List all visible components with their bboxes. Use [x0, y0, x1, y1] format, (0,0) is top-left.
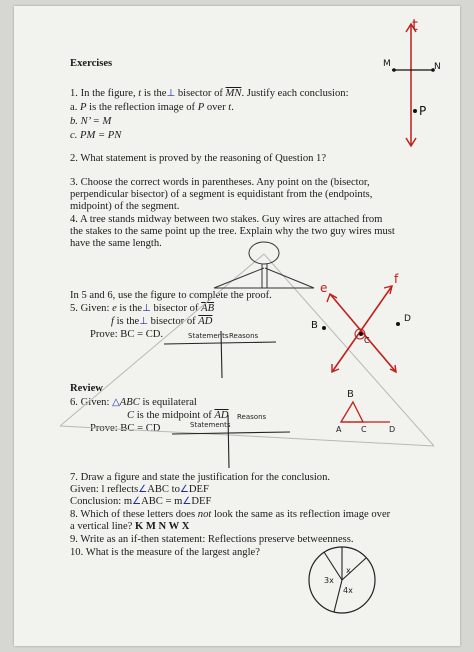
label-3x: 3x — [324, 576, 334, 585]
exercises-heading: Exercises — [70, 58, 113, 69]
point-p — [413, 109, 417, 113]
question-6-prove: Prove: BC = CD — [90, 423, 161, 434]
point-d — [396, 322, 400, 326]
perpendicular-symbol-handwritten: ⊥ — [166, 88, 176, 99]
q1-text-a: 1. In the figure, — [70, 88, 139, 99]
instructions-5-6: In 5 and 6, use the figure to complete the proof. — [70, 290, 272, 301]
label-b: B — [311, 320, 318, 331]
q8-letters: K M N W X — [135, 521, 190, 532]
worksheet-page — [14, 6, 460, 646]
q6-given-label: 6. Given: — [70, 397, 113, 408]
point-a — [359, 332, 363, 336]
label-n: N — [434, 62, 441, 72]
q5-text-d: bisector of — [147, 316, 199, 327]
figure-4-angle-circle — [309, 547, 375, 613]
q1a-var-p: P — [80, 102, 87, 113]
q6-text-b: is the midpoint of — [134, 410, 215, 421]
q5-text-a: is the — [116, 303, 143, 314]
label-c: C — [364, 336, 370, 345]
point-m — [392, 68, 396, 72]
point-b — [322, 326, 326, 330]
label-reasons-q6: Reasons — [237, 413, 267, 421]
figure-1-perpendicular-bisector — [392, 24, 435, 146]
q7-given-text: Given: l reflects — [70, 484, 139, 495]
question-1b: b. N’ = M — [70, 116, 112, 127]
q5-segment-ab: $\overline{AB}$ — [201, 303, 215, 314]
q1a-end: . — [231, 102, 234, 113]
label-d-tri: D — [389, 425, 396, 434]
q1-text-b: is the — [141, 88, 167, 99]
q5-var-e: e — [112, 303, 117, 314]
q1a-var-p2: P — [197, 102, 205, 113]
q6-segment-ad: $\overline{AD}$ — [214, 410, 229, 421]
q7-def: DEF — [188, 484, 209, 495]
question-9: 9. Write as an if-then statement: Reflections preserve betweenness. — [70, 534, 354, 545]
q7-abc-eq: ABC = m — [141, 496, 183, 507]
label-reasons-q5: Reasons — [229, 332, 259, 340]
question-2: 2. What statement is proved by the reasoning of Question 1? — [70, 153, 327, 164]
q7-conclusion-text: Conclusion: m — [70, 496, 133, 507]
q5-segment-ad: $\overline{AD}$ — [198, 316, 213, 327]
label-e: e — [320, 281, 328, 295]
q1-segment-mn: $\overline{MN}$ — [225, 88, 242, 99]
q1-var-t: t — [138, 88, 142, 99]
q8-text-b: look the same as its reflection image over — [211, 509, 391, 520]
label-statements-q5: Statements — [188, 332, 229, 340]
question-3-line-2: perpendicular bisector) of a segment is equidistant from the (endpoints, — [70, 189, 373, 200]
q8-not: not — [197, 509, 212, 520]
question-4-line-3: have the same length. — [70, 238, 162, 249]
label-b-tri: B — [347, 389, 354, 400]
label-statements-q6: Statements — [190, 421, 231, 429]
q7-abc-to: ABC to — [147, 484, 180, 495]
label-p: P — [419, 104, 427, 118]
perpendicular-symbol-handwritten: ⊥ — [139, 316, 148, 327]
question-5-prove: Prove: BC = CD. — [90, 329, 164, 340]
radius — [334, 580, 342, 612]
q5-text-b: bisector of — [150, 303, 202, 314]
perpendicular-symbol-handwritten: ⊥ — [142, 303, 151, 314]
q1a-over: over — [204, 102, 229, 113]
question-3-line-1: 3. Choose the correct words in parentheses. Any point on the (bisector, — [70, 177, 370, 188]
q1a-text: is the reflection image of — [86, 102, 198, 113]
angle-symbol-handwritten: ∠ — [138, 484, 148, 495]
question-10: 10. What is the measure of the largest angle? — [70, 547, 260, 558]
q5-given-label: 5. Given: — [70, 303, 113, 314]
tree-sketch — [214, 242, 314, 288]
label-x: x — [346, 566, 351, 575]
q8-text-a: 8. Which of these letters does — [70, 509, 198, 520]
figure-2-bisectors-e-f — [322, 286, 400, 372]
label-d: D — [404, 314, 411, 324]
q1-text-d: . Justify each conclusion: — [241, 88, 349, 99]
label-4x: 4x — [343, 586, 353, 595]
triangle-abc — [341, 402, 363, 422]
q8-text-c: a vertical line? — [70, 521, 135, 532]
q7-def-end: DEF — [191, 496, 212, 507]
label-m: M — [383, 59, 391, 69]
q6-var-c: C — [127, 410, 135, 421]
angle-symbol-handwritten: ∠ — [132, 496, 142, 507]
angle-symbol-handwritten: ∠ — [182, 496, 192, 507]
q6-triangle-abc: ABC — [119, 397, 140, 408]
angle-symbol-handwritten: ∠ — [179, 484, 189, 495]
label-f: f — [394, 272, 399, 286]
label-a-tri: A — [336, 425, 342, 434]
question-1c: c. PM = PN — [70, 130, 122, 141]
q1a-var-t: t — [228, 102, 232, 113]
triangle-symbol-handwritten: △ — [112, 397, 120, 408]
figure-3-equilateral-triangle — [341, 402, 390, 422]
handwritten-figures — [14, 6, 460, 646]
question-4-line-1: 4. A tree stands midway between two stakes. Guy wires are attached from — [70, 214, 383, 225]
q6-text: is equilateral — [139, 397, 197, 408]
q5-var-f: f — [111, 316, 114, 327]
label-t: t — [412, 16, 418, 34]
question-3-line-3: midpoint) of the segment. — [70, 201, 180, 212]
q1a-label: a. — [70, 102, 80, 113]
review-heading: Review — [70, 383, 103, 394]
question-7-line-1: 7. Draw a figure and state the justification for the conclusion. — [70, 472, 331, 483]
q5-text-c: is the — [113, 316, 140, 327]
label-c-tri: C — [361, 425, 367, 434]
q1-text-c: bisector of — [175, 88, 226, 99]
question-4-line-2: the stakes to the same point up the tree. Explain why the two guy wires must — [70, 226, 395, 237]
